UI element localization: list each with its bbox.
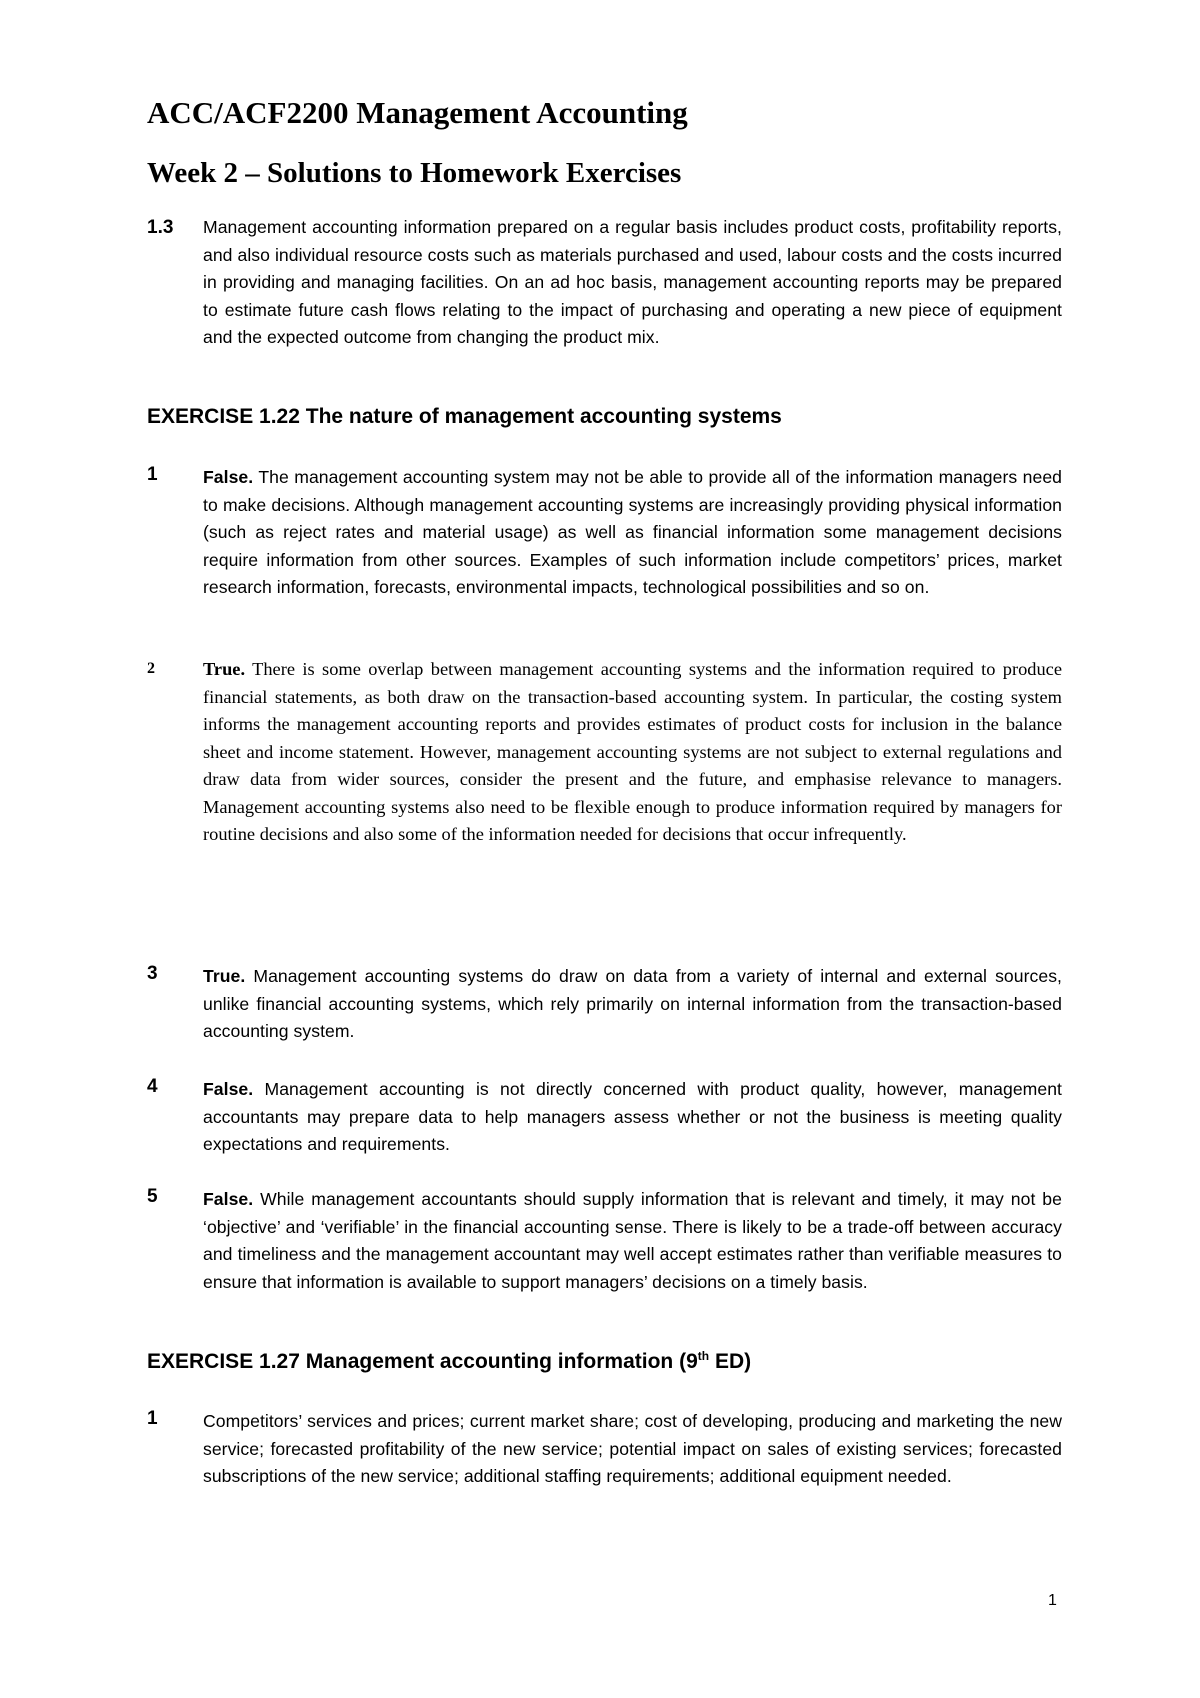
item-body: Management accounting is not directly concerned with product quality, however, management accountants may prepare data to help managers assess whether or not the business is meeting quality expectations and requirements. <box>203 1079 1062 1154</box>
item-number: 1 <box>147 1408 158 1429</box>
item-verdict: False. <box>203 467 254 487</box>
exercise-1-22-heading: EXERCISE 1.22 The nature of management accounting systems <box>147 405 782 428</box>
heading-superscript: th <box>697 1349 710 1363</box>
item-number: 4 <box>147 1076 158 1097</box>
item-text <box>203 963 1062 1046</box>
heading-end: ED) <box>709 1350 752 1373</box>
item-text <box>203 464 1062 602</box>
item-number: 2 <box>147 660 155 677</box>
item-body: The management accounting system may not be able to provide all of the information managers need to make decisions. Although management accounting systems are increasingly providing physical information (such as reject rates and material usage) as well as financial information some management decisions require information from other sources. Examples of such information include competitors’ prices, market research information, forecasts, environmental impacts, technological possibilities and so on. <box>203 467 1062 597</box>
page-number: 1 <box>1048 1592 1057 1609</box>
item-text <box>203 1186 1062 1296</box>
item-number: 5 <box>147 1186 158 1207</box>
item-body: There is some overlap between management accounting systems and the information required to produce financial statements, as both draw on the transaction-based accounting system. In particular, the costing system informs the management accounting reports and provides estimates of product costs for inclusion in the balance sheet and income statement. However, management accounting systems are not subject to external regulations and draw data from wider sources, consider the present and the future, and emphasise relevance to managers. Management accounting systems also need to be flexible enough to produce information required by managers for routine decisions and also some of the information needed for decisions that occur infrequently. <box>203 659 1063 844</box>
item-text: Competitors’ services and prices; current market share; cost of developing, producing and marketing the new service; forecasted profitability of the new service; potential impact on sales of existing services; forecasted subscriptions of the new service; additional staffing requirements; additional equipment needed. <box>203 1411 1062 1486</box>
item-verdict: False. <box>203 1189 254 1209</box>
intro-text: Management accounting information prepared on a regular basis includes product costs, profitability reports, and also individual resource costs such as materials purchased and used, labour costs and the costs incurred in providing and managing facilities. On an ad hoc basis, management accounting reports may be prepared to estimate future cash flows relating to the impact of purchasing and operating a new piece of equipment and the expected outcome from changing the product mix. <box>203 217 1062 347</box>
exercise-1-27-heading <box>147 1349 751 1374</box>
item-number: 3 <box>147 963 158 984</box>
item-verdict: False. <box>203 1079 254 1099</box>
item-number: 1 <box>147 464 158 485</box>
item-text <box>203 1076 1062 1159</box>
heading-main: EXERCISE 1.27 Management accounting information (9 <box>147 1350 698 1373</box>
item-text <box>203 656 1062 849</box>
item-verdict: True. <box>203 659 246 679</box>
document-title: ACC/ACF2200 Management Accounting <box>147 95 688 130</box>
intro-number: 1.3 <box>147 217 174 238</box>
item-verdict: True. <box>203 966 246 986</box>
item-body: Management accounting systems do draw on data from a variety of internal and external sources, unlike financial accounting systems, which rely primarily on internal information from the transaction-based accounting system. <box>203 966 1062 1041</box>
document-subtitle: Week 2 – Solutions to Homework Exercises <box>147 157 682 189</box>
item-body: While management accountants should supply information that is relevant and timely, it may not be ‘objective’ and ‘verifiable’ in the financial accounting sense. There is likely to be a trade-off between accuracy and timeliness and the management accountant may well accept estimates rather than verifiable measures to ensure that information is available to support managers’ decisions on a timely basis. <box>203 1189 1062 1292</box>
